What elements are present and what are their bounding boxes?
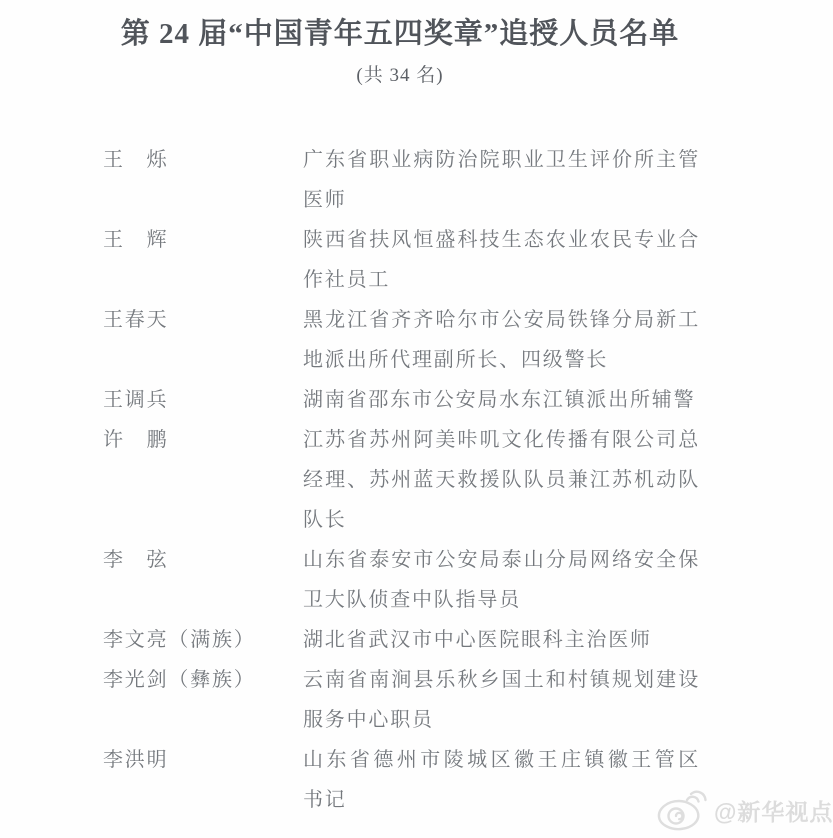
description-line: 黑龙江省齐齐哈尔市公安局铁锋分局新工 <box>303 309 700 331</box>
description-line: 经理、苏州蓝天救援队队员兼江苏机动队 <box>303 469 700 491</box>
list-entry <box>103 620 800 660</box>
person-description <box>303 300 700 380</box>
page-title: 第 24 届“中国青年五四奖章”追授人员名单 <box>120 18 680 50</box>
description-line: 湖北省武汉市中心医院眼科主治医师 <box>303 629 652 651</box>
awardee-list <box>0 140 800 820</box>
description-line: 陕西省扶风恒盛科技生态农业农民专业合 <box>303 229 700 251</box>
list-entry <box>103 140 800 220</box>
person-description <box>303 420 700 540</box>
list-entry <box>103 380 800 420</box>
description-line: 广东省职业病防治院职业卫生评价所主管 <box>303 149 700 171</box>
watermark-handle: @新华视点 <box>714 798 833 825</box>
page-subtitle: (共 34 名) <box>356 65 444 86</box>
person-description <box>303 540 700 620</box>
list-entry <box>103 420 800 540</box>
person-name: 许 鹏 <box>103 429 169 451</box>
description-line: 山东省泰安市公安局泰山分局网络安全保 <box>303 549 700 571</box>
list-entry <box>103 540 800 620</box>
watermark <box>654 788 833 832</box>
description-line: 江苏省苏州阿美咔叽文化传播有限公司总 <box>303 429 700 451</box>
person-name: 王 烁 <box>103 149 169 171</box>
description-line: 医师 <box>303 189 347 211</box>
person-description <box>303 140 700 220</box>
description-line: 云南省南涧县乐秋乡国土和村镇规划建设 <box>303 669 700 691</box>
person-description <box>303 620 700 660</box>
description-line: 湖南省邵东市公安局水东江镇派出所辅警 <box>303 389 696 411</box>
description-line: 作社员工 <box>303 269 391 291</box>
person-name: 王调兵 <box>103 389 169 411</box>
person-name: 王春天 <box>103 309 169 331</box>
description-line: 书记 <box>303 789 347 811</box>
list-entry <box>103 300 800 380</box>
person-name: 李光剑（彝族） <box>103 669 256 691</box>
person-name: 李文亮（满族） <box>103 629 256 651</box>
person-name: 李 弦 <box>103 549 169 571</box>
list-entry <box>103 220 800 300</box>
description-line: 服务中心职员 <box>303 709 434 731</box>
list-entry <box>103 660 800 740</box>
description-line: 队长 <box>303 509 347 531</box>
person-description <box>303 380 700 420</box>
description-line: 地派出所代理副所长、四级警长 <box>303 349 609 371</box>
person-description <box>303 220 700 300</box>
person-name: 王 辉 <box>103 229 169 251</box>
person-description <box>303 660 700 740</box>
description-line: 卫大队侦查中队指导员 <box>303 589 521 611</box>
description-line: 山东省德州市陵城区徽王庄镇徽王管区 <box>303 749 700 771</box>
person-name: 李洪明 <box>103 749 169 771</box>
weibo-logo-icon <box>654 788 710 832</box>
person-description <box>303 740 700 820</box>
